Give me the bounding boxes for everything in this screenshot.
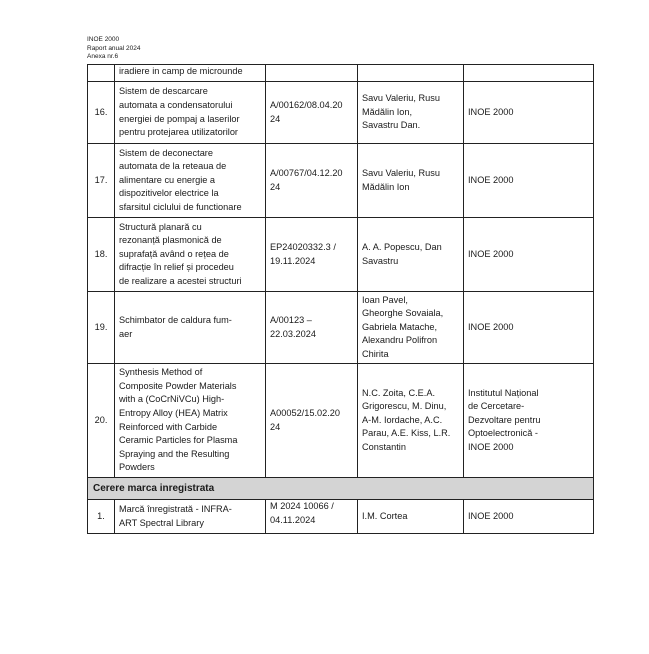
row-number: 17.: [88, 144, 115, 218]
trademark-authors: I.M. Cortea: [358, 500, 464, 534]
patent-authors: Savu Valeriu, Rusu Mădălin Ion, Savastru Dan.: [358, 82, 464, 144]
row-number: 18.: [88, 218, 115, 292]
section-row: [88, 478, 594, 500]
patent-authors: [358, 65, 464, 82]
row-number: 20.: [88, 364, 115, 478]
patent-code: A/00162/08.04.20 24: [266, 82, 358, 144]
patent-title: Schimbator de caldura fum- aer: [115, 292, 266, 364]
patent-code: EP24020332.3 / 19.11.2024: [266, 218, 358, 292]
header-annex: Anexa nr.6: [87, 53, 119, 60]
patent-code: A/00767/04.12.20 24: [266, 144, 358, 218]
table-row: [88, 218, 594, 292]
patent-title: iradiere in camp de microunde: [115, 65, 266, 82]
table-row: [88, 364, 594, 478]
trademark-code: M 2024 10066 / 04.11.2024: [266, 500, 358, 534]
patent-holder: Institutul Național de Cercetare- Dezvoltare pentru Optoelectronică - INOE 2000: [464, 364, 594, 478]
trademark-title: Marcă înregistrată - INFRA- ART Spectral Library: [115, 500, 266, 534]
table-row: [88, 82, 594, 144]
header-report: Raport anual 2024: [87, 44, 141, 52]
patent-holder: INOE 2000: [464, 82, 594, 144]
patent-holder: [464, 65, 594, 82]
row-number: [88, 65, 115, 82]
patent-holder: INOE 2000: [464, 144, 594, 218]
patent-code: A00052/15.02.20 24: [266, 364, 358, 478]
row-number: 19.: [88, 292, 115, 364]
patent-authors: N.C. Zoita, C.E.A. Grigorescu, M. Dinu, A-M. Iordache, A.C. Parau, A.E. Kiss, L.R. Constantin: [358, 364, 464, 478]
patent-authors: Ioan Pavel, Gheorghe Sovaiala, Gabriela Matache, Alexandru Polifron Chirita: [358, 292, 464, 364]
patents-table: [87, 64, 594, 534]
table-row: [88, 292, 594, 364]
patent-title: Synthesis Method of Composite Powder Materials with a (CoCrNiVCu) High- Entropy Alloy (HEA) Matrix Reinforced with Carbide Ceramic Particles for Plasma Spraying and the Resulting Powders: [115, 364, 266, 478]
header-org: INOE 2000: [87, 36, 120, 43]
table-row: [88, 500, 594, 534]
patent-holder: INOE 2000: [464, 292, 594, 364]
table-row: [88, 144, 594, 218]
patent-code: A/00123 – 22.03.2024: [266, 292, 358, 364]
page-header: [87, 36, 141, 62]
patent-title: Sistem de deconectare automata de la reteaua de alimentare cu energie a dispozitivelor electrice la sfarsitul ciclului de functionare: [115, 144, 266, 218]
section-heading: Cerere marca inregistrata: [88, 478, 594, 500]
patent-holder: INOE 2000: [464, 218, 594, 292]
patent-title: Structură planară cu rezonanță plasmonică de suprafață având o rețea de difracție în relief și procedeu de realizare a acestei structuri: [115, 218, 266, 292]
patent-title: Sistem de descarcare automata a condensatorului energiei de pompaj a laserilor pentru protejarea utilizatorilor: [115, 82, 266, 144]
patent-authors: Savu Valeriu, Rusu Mădălin Ion: [358, 144, 464, 218]
patent-code: [266, 65, 358, 82]
table-row: [88, 65, 594, 82]
row-number: 16.: [88, 82, 115, 144]
row-number: 1.: [88, 500, 115, 534]
patent-authors: A. A. Popescu, Dan Savastru: [358, 218, 464, 292]
trademark-holder: INOE 2000: [464, 500, 594, 534]
